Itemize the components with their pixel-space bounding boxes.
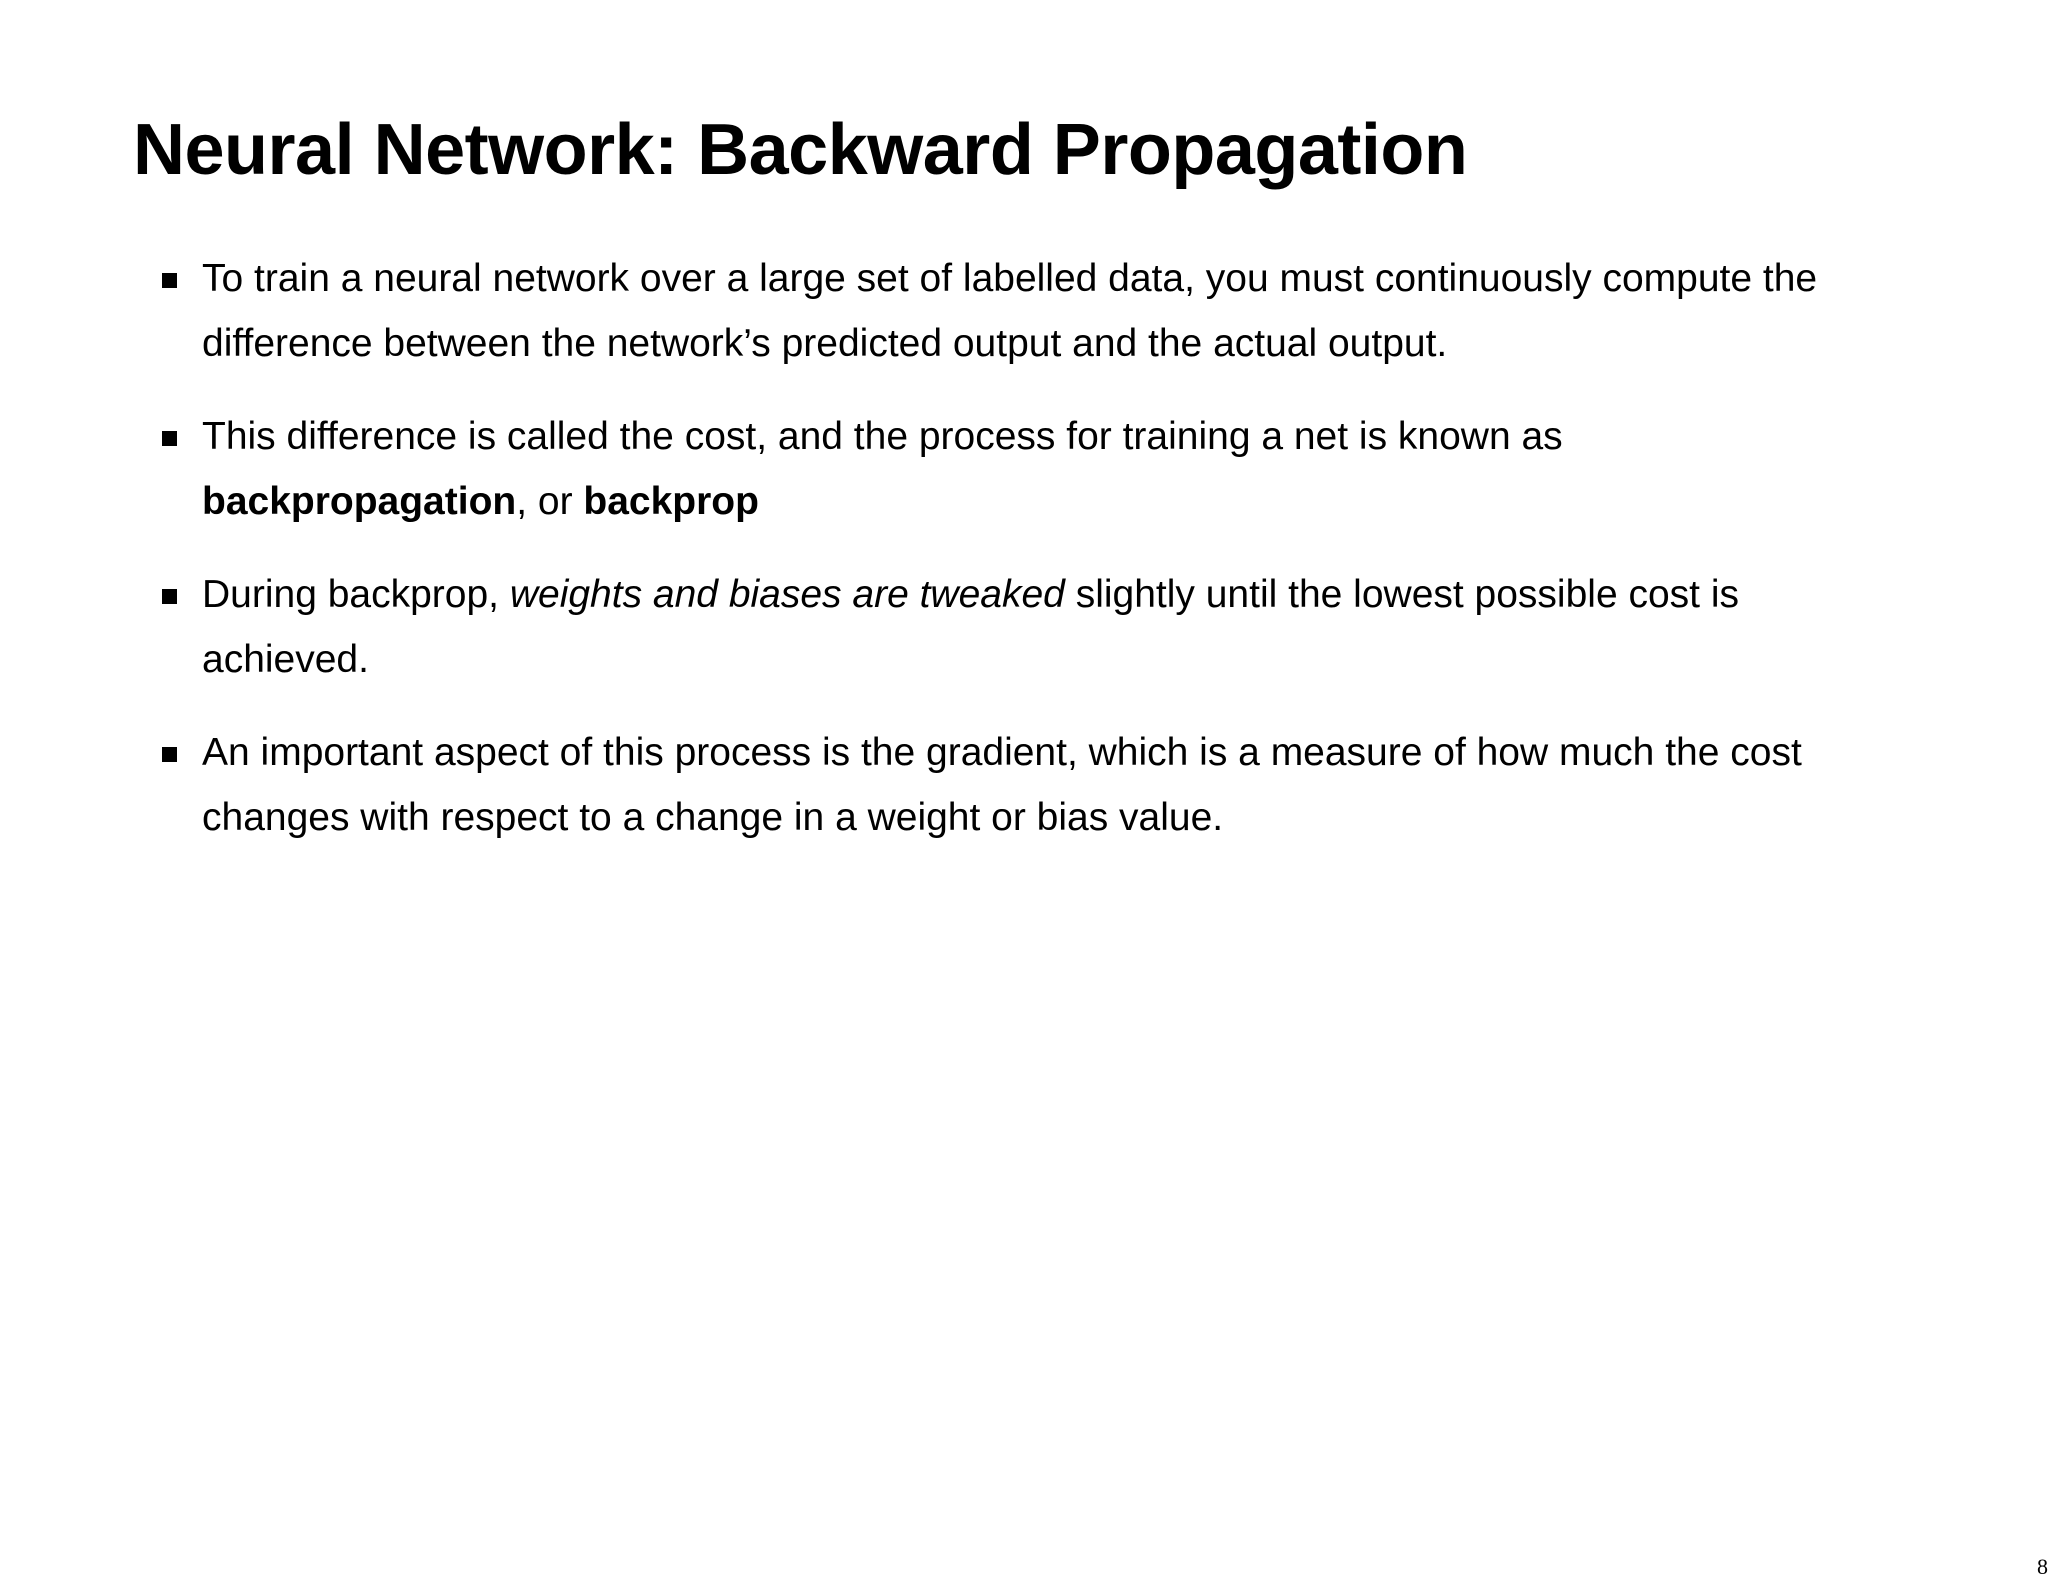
slide-title: Neural Network: Backward Propagation (133, 110, 1468, 190)
square-bullet-icon (162, 747, 177, 762)
bold-term-backprop: backprop (583, 480, 759, 523)
bullet-text-segment: , or (516, 480, 584, 523)
italic-phrase: weights and biases are tweaked (509, 573, 1065, 616)
bullet-text-segment: slightly until the lowest possible cost is achieved. (202, 573, 1739, 681)
bold-term-backpropagation: backpropagation (202, 480, 517, 523)
square-bullet-icon (162, 273, 177, 288)
bullet-text (202, 415, 1563, 523)
bullet-item (160, 404, 1880, 534)
bullet-text-segment: An important aspect of this process is the gradient, which is a measure of how much the cost changes with respect to a change in a weight or bias value. (202, 731, 1802, 839)
bullet-text-segment: To train a neural network over a large set of labelled data, you must continuously compute the difference between the network’s predicted output and the actual output. (202, 257, 1818, 365)
bullet-item (160, 720, 1880, 850)
bullet-text-segment: This difference is called the cost, and the process for training a net is known as (202, 415, 1563, 458)
bullet-text (202, 573, 1739, 681)
bullet-item (160, 562, 1880, 692)
bullet-list (160, 246, 1880, 878)
page-number: 8 (2037, 1554, 2048, 1579)
bullet-item (160, 246, 1880, 376)
bullet-text-segment: During backprop, (202, 573, 510, 616)
bullet-text (202, 257, 1817, 365)
square-bullet-icon (162, 431, 177, 446)
square-bullet-icon (162, 589, 177, 604)
bullet-text (202, 731, 1802, 839)
